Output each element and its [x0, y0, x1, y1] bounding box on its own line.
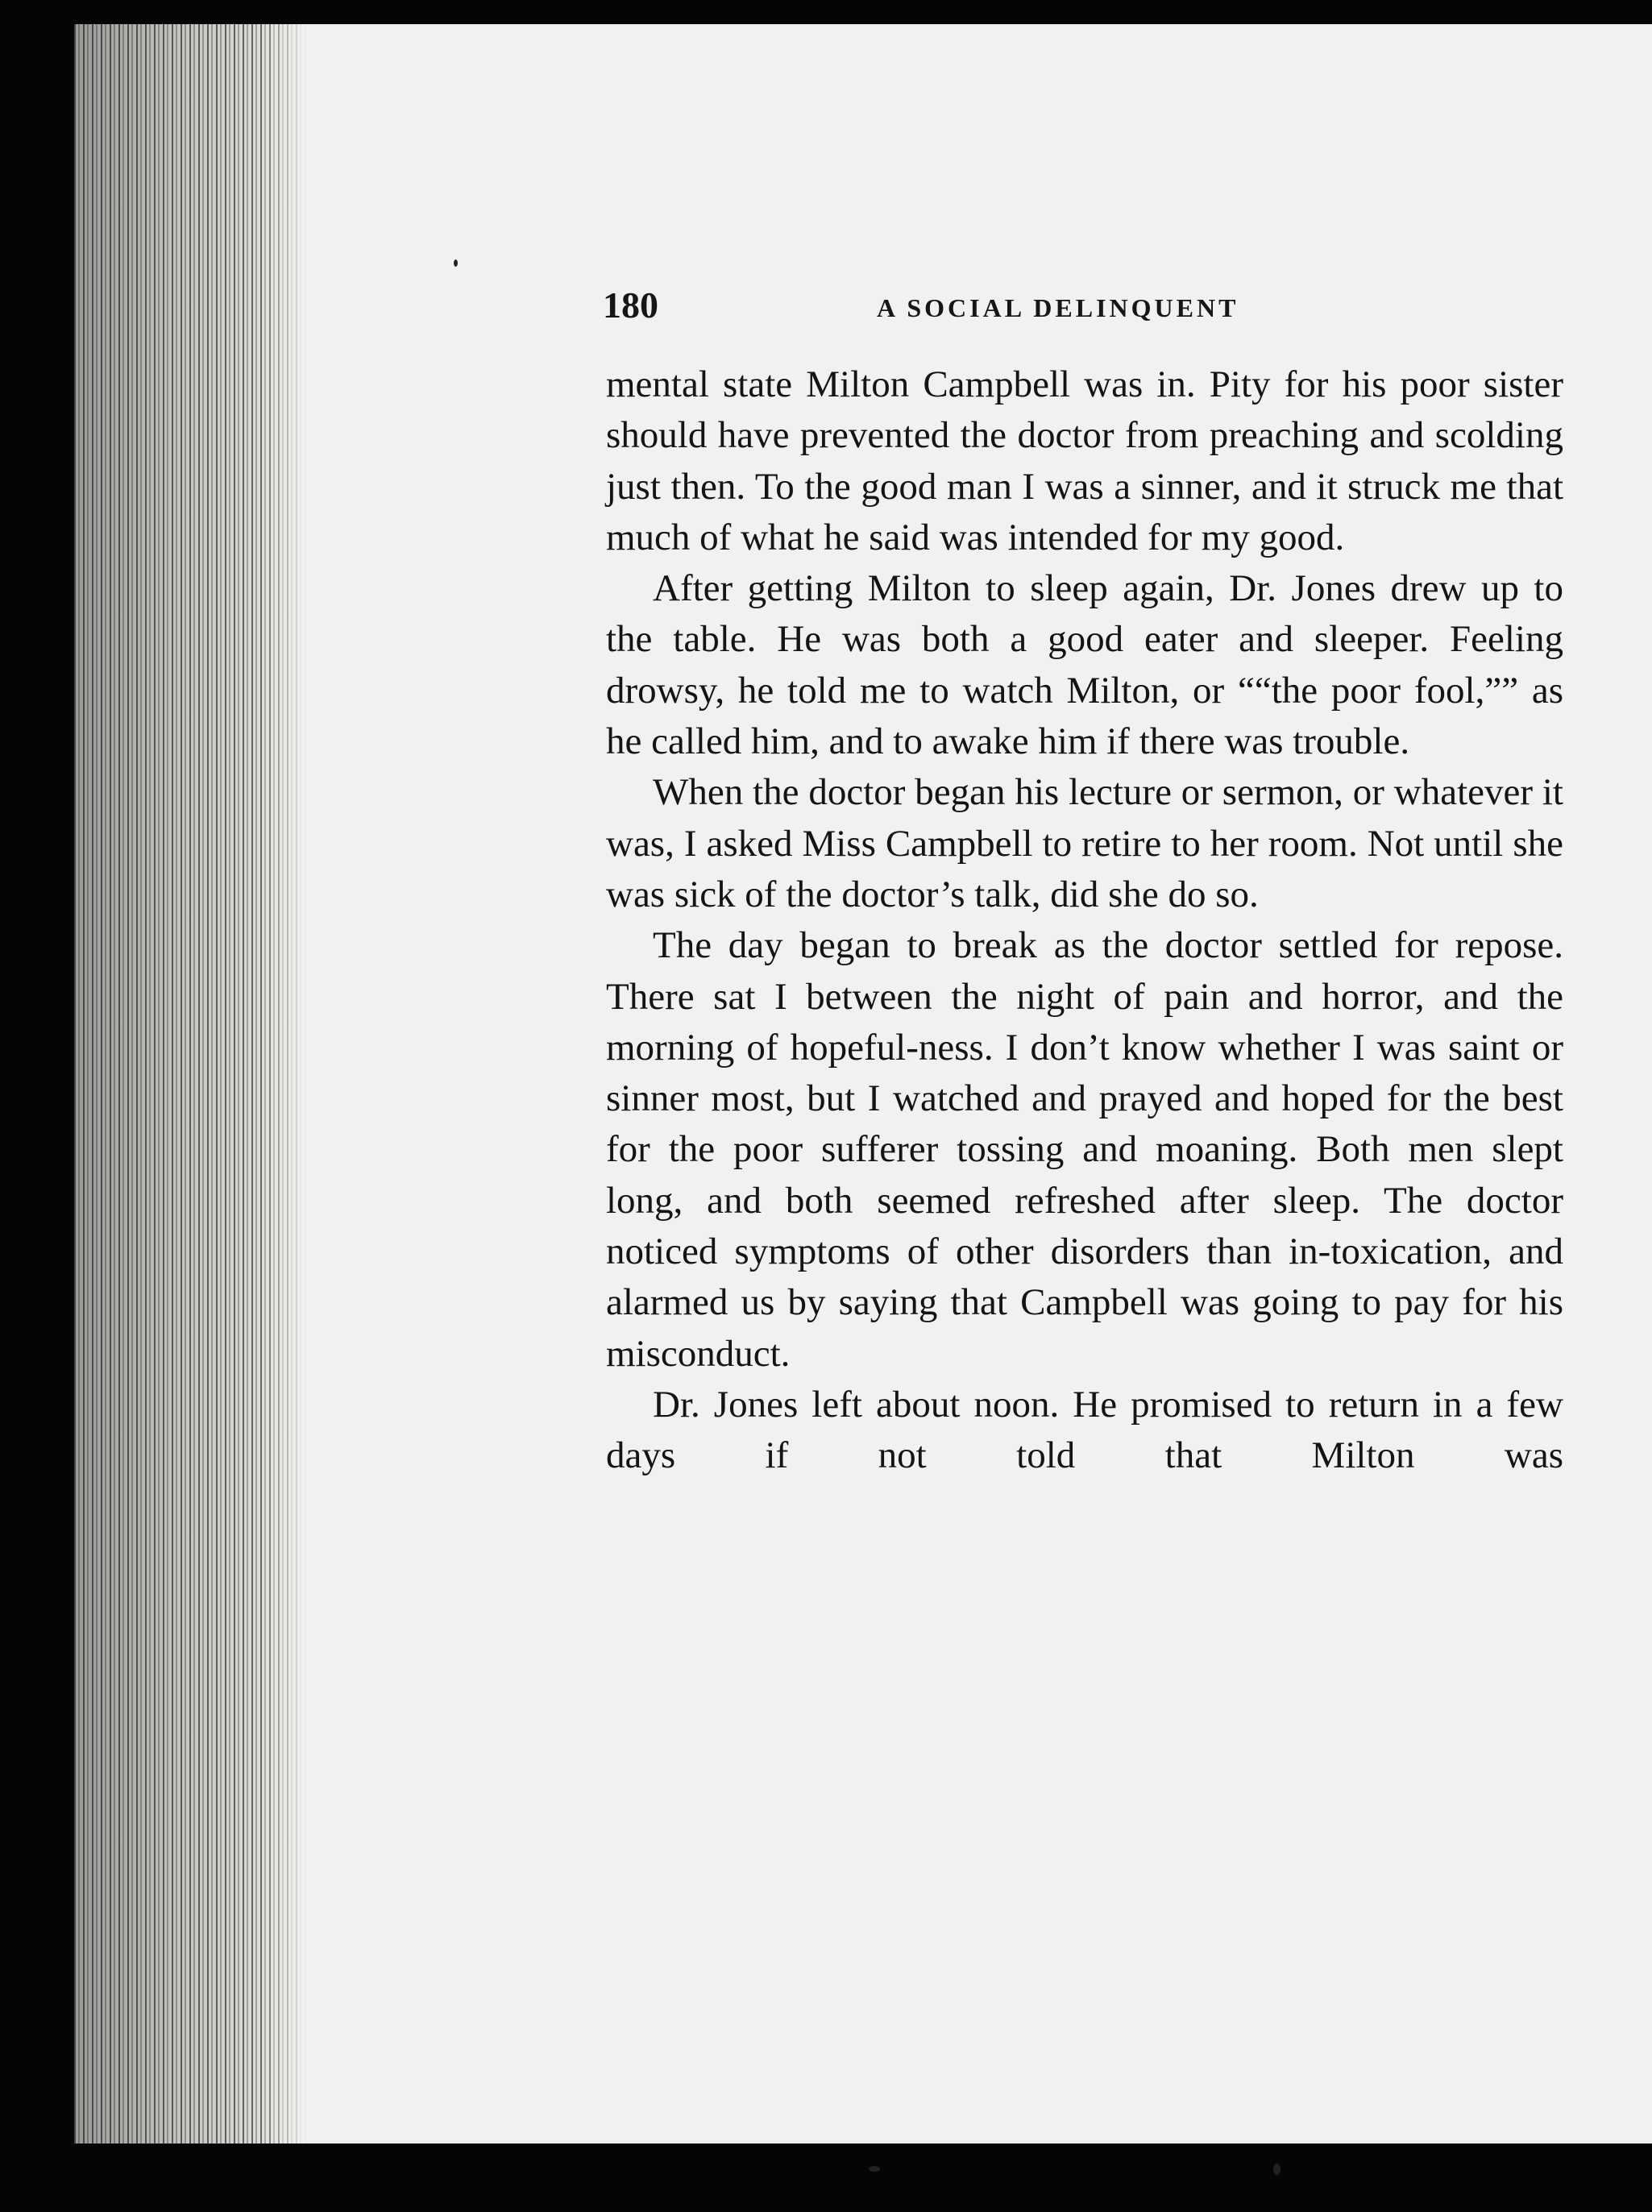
dust-speck: [1273, 2164, 1281, 2175]
dust-speck: [869, 2166, 880, 2172]
running-title: A SOCIAL DELINQUENT: [877, 293, 1239, 322]
page-edges-binding: [74, 24, 308, 2144]
scan-border-bottom: [74, 2144, 1652, 2212]
paragraph: When the doctor began his lecture or sermon, or whatever it was, I asked Miss Campbell to retire to her room. Not until she was sick of the doctor’s talk, did she do so.: [606, 771, 1563, 915]
dust-speck: [454, 259, 458, 267]
paragraph: mental state Milton Campbell was in. Pity for his poor sister should have prevented the doctor from preaching and scolding just then. To the good man I was a sinner, and it struck me that much of what he said was intended for my good.: [606, 363, 1563, 558]
running-head: [603, 284, 1563, 340]
paragraph: Dr. Jones left about noon. He promised to return in a few days if not told that Milton was: [606, 1383, 1563, 1477]
paragraph: After getting Milton to sleep again, Dr. Jones drew up to the table. He was both a good eater and sleeper. Feeling drowsy, he told me to watch Milton, or ““the poor fool,”” as he called him, and to awake him if there was trouble.: [606, 567, 1563, 763]
page-number: 180: [603, 284, 658, 326]
paragraph: The day began to break as the doctor settled for repose. There sat I between the night of pain and horror, and the morning of hopeful-ness. I don’t know whether I was saint or sinner most, but I watched and prayed and hoped for the best for the poor sufferer tossing and moaning. Both men slept long, and both seemed refreshed after sleep. The doctor noticed symptoms of other disorders than in-toxication, and alarmed us by saying that Campbell was going to pay for his misconduct.: [606, 924, 1563, 1375]
body-text: [606, 359, 1563, 1482]
